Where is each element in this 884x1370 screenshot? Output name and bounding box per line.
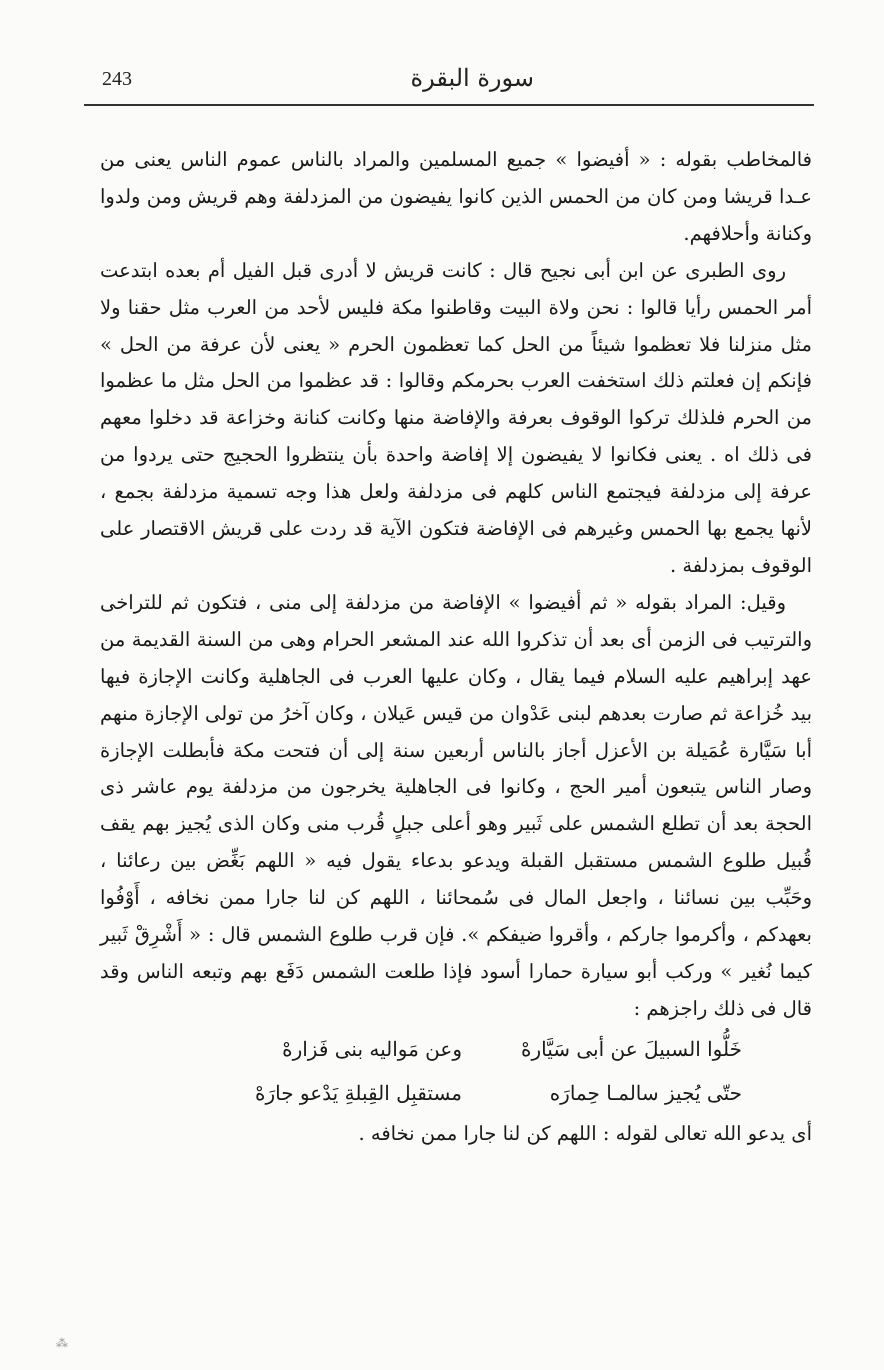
paragraph: وقيل: المراد بقوله « ثم أفيضوا » الإفاضة من مزدلفة إلى منى ، فتكون ثم للتراخى والترتيب فى الزمن أى بعد أن تذكروا الله عند المشعر الحرام وهى من السنة القديمة من عهد إبراهيم عليه السلام فيما يقال ، وكان عليها العرب فى الجاهلية وكانت الإجازة فيها بيد خُزاعة ثم صارت بعدهم لبنى عَدْوان من قيس عَيلان ، وكان آخرُ من تولى الإجازة منهم أبا سَيَّارة عُمَيلة بن الأعزل أجاز بالناس أربعين سنة إلى أن فتحت مكة فأبطلت الإجازة وصار الناس يتبعون أمير الحج ، وكانوا فى الجاهلية يخرجون من مزدلفة يوم عاشر ذى الحجة بعد أن تطلع الشمس على ثَبير وهو أعلى جبلٍ قُرب منى وكان الذى يُجيز بهم يقف قُبيل طلوع الشمس مستقبل القبلة ويدعو بدعاء يقول فيه « اللهم بَغِّض بين رعائنا ، وحَبِّب بين نسائنا ، واجعل المال فى سُمحائنا ، اللهم كن لنا جارا ممن نخافه ، أَوْفُوا بعهدكم ، وأكرموا جاركم ، وأقروا ضيفكم ». فإن قرب طلوع الشمس قال : « أَشْرِقْ ثَبير كيما نُغير » وركب أبو سيارة حمارا أسود فإذا طلعت الشمس دَفَع بهم وتبعه الناس وقد قال فى ذلك راجزهم :	[100, 590, 812, 1020]
closing-line: أى يدعو الله تعالى لقوله : اللهم كن لنا جارا ممن نخافه .	[358, 1121, 812, 1145]
header-divider	[84, 104, 814, 106]
paragraph: روى الطبرى عن ابن أبى نجيح قال : كانت قريش لا أدرى قبل الفيل أم بعده ابتدعت أمر الحمس رأيا قالوا : نحن ولاة البيت وقاطنوا مكة فليس لأحد من العرب مثل حقنا ولا مثل منزلنا فلا تعظموا شيئاً من الحل كما تعظمون الحرم « يعنى لأن عرفة من الحل » فإنكم إن فعلتم ذلك استخفت العرب بحرمكم وقالوا : قد عظموا من الحل مثل ما عظموا من الحرم فلذلك تركوا الوقوف بعرفة والإفاضة منها وكانت كنانة وخزاعة قد دخلوا معهم فى ذلك اه . يعنى فكانوا لا يفيضون إلا إفاضة واحدة بأن ينتظروا الحجيج حتى يردوا من عرفة إلى مزدلفة فيجتمع الناس كلهم فى مزدلفة ولعل هذا وجه تسمية مزدلفة بجمع ، لأنها يجمع بها الحمس وغيرهم فى الإفاضة فتكون الآية قد ردت على قريش الاقتصار على الوقوف بمزدلفة .	[100, 258, 812, 577]
verse-second-hemistich: مستقبِل القِبلةِ يَدْعو جارَهْ	[254, 1081, 462, 1106]
scan-mark-icon: ⁂	[56, 1336, 68, 1350]
paragraph: فالمخاطب بقوله : « أفيضوا » جميع المسلمين والمراد بالناس عموم الناس يعنى من عـدا قريشا ومن كان من الحمس الذين كانوا يفيضون من المزدلفة وهم قريش ومن ولدوا وكنانة وأحلافهم.	[100, 148, 812, 245]
page-header	[84, 60, 814, 104]
verse-first-hemistich: حتّى يُجيز سالمـا حِمارَه	[549, 1081, 742, 1106]
verse-second-hemistich: وعن مَواليه بنى فَزارهْ	[282, 1037, 462, 1062]
verse-line	[100, 1072, 812, 1116]
verse-first-hemistich: خَلُّوا السبيلَ عن أبى سَيَّارهْ	[521, 1037, 742, 1062]
main-text	[100, 142, 812, 1153]
page-number: 243	[102, 68, 132, 90]
verse-line	[100, 1028, 812, 1072]
poem	[100, 1028, 812, 1116]
running-title: سورة البقرة	[410, 64, 534, 92]
